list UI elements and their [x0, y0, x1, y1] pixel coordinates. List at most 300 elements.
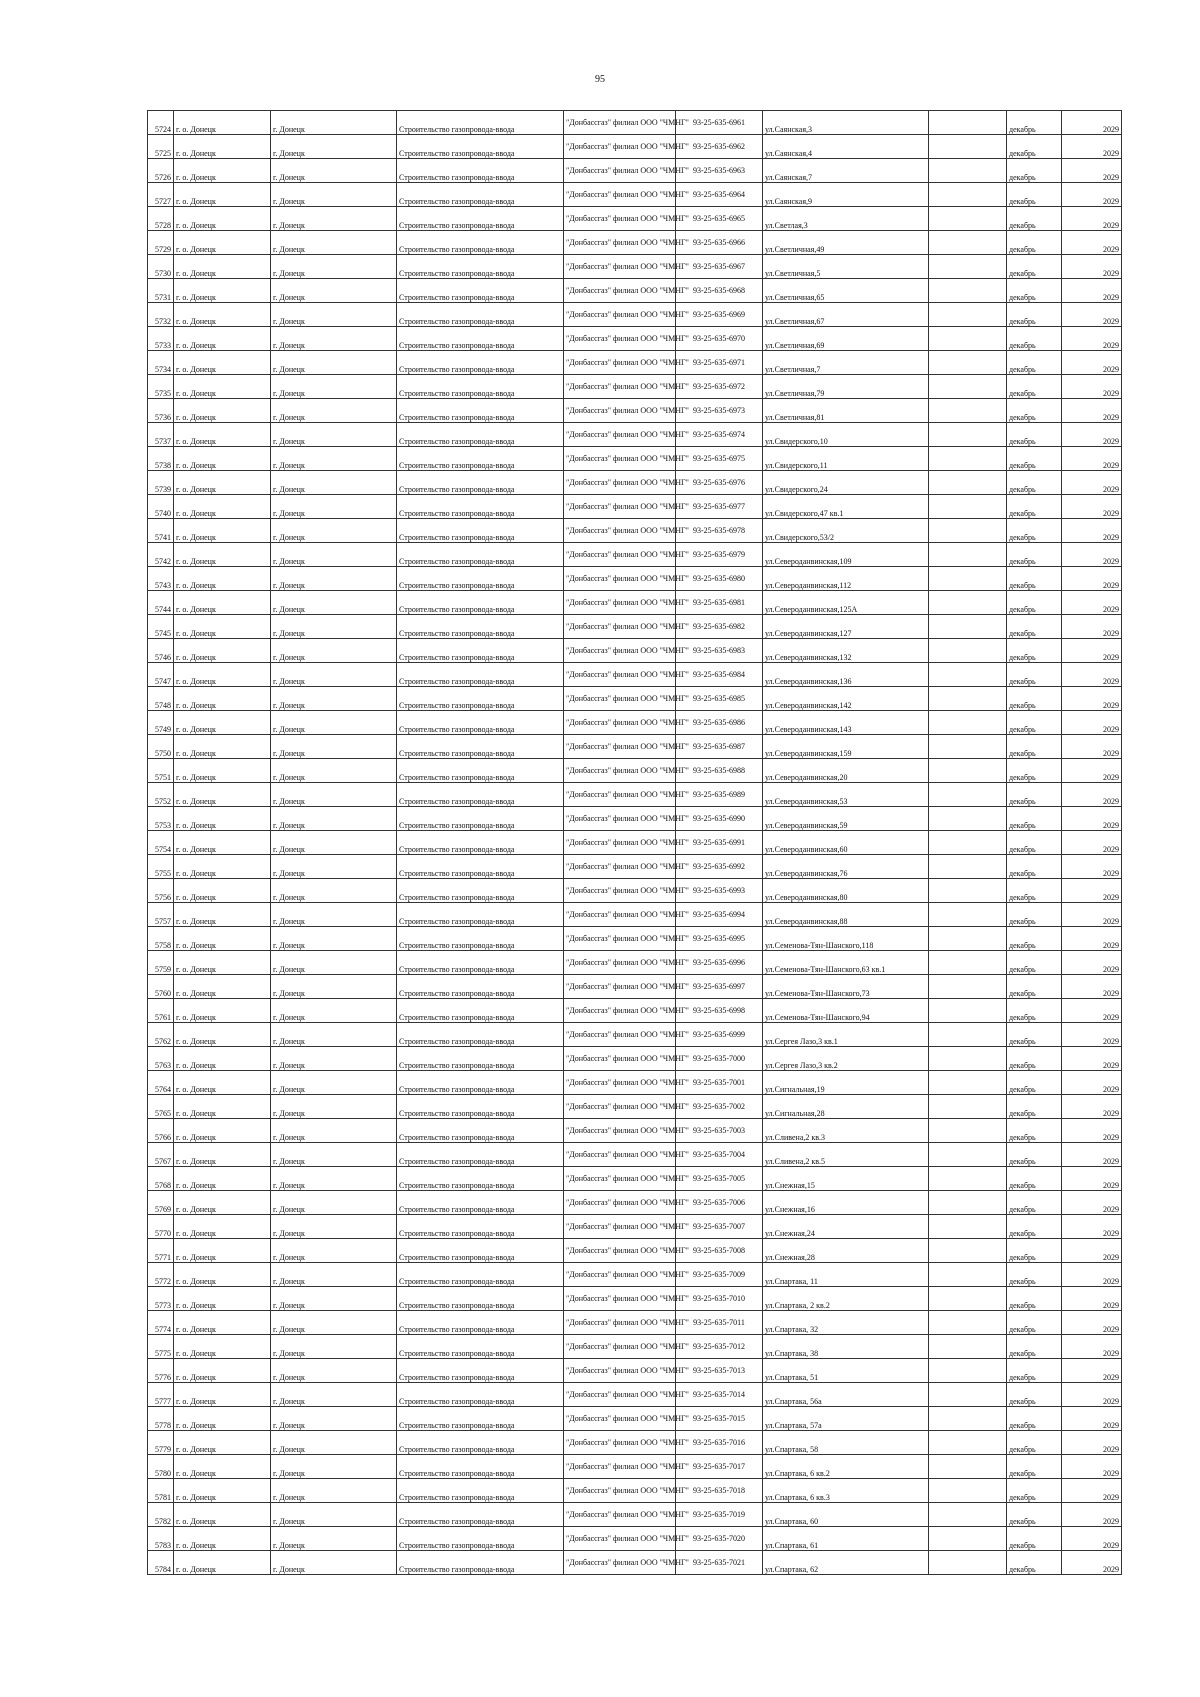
empty-cell [929, 1287, 1007, 1311]
object-code-cell: 93-25-635-7020 [676, 1527, 763, 1551]
work-type-cell: Строительство газопровода-ввода [397, 903, 564, 927]
row-number-cell: 5770 [148, 1215, 174, 1239]
work-type-cell: Строительство газопровода-ввода [397, 183, 564, 207]
empty-cell [929, 1383, 1007, 1407]
month-cell: декабрь [1007, 1023, 1062, 1047]
month-cell: декабрь [1007, 999, 1062, 1023]
address-cell: ул.Светличная,81 [763, 399, 929, 423]
work-type-cell: Строительство газопровода-ввода [397, 975, 564, 999]
empty-cell [929, 423, 1007, 447]
row-number-cell: 5774 [148, 1311, 174, 1335]
customer-cell: "Донбассгаз" филиал ООО "ЧМНГ" [564, 711, 676, 735]
table-row [148, 1023, 1122, 1047]
empty-cell [929, 1095, 1007, 1119]
empty-cell [929, 687, 1007, 711]
work-type-cell: Строительство газопровода-ввода [397, 1191, 564, 1215]
year-cell: 2029 [1062, 1311, 1122, 1335]
district-cell: г. о. Донецк [174, 735, 271, 759]
object-code-cell: 93-25-635-6998 [676, 999, 763, 1023]
empty-cell [929, 807, 1007, 831]
table-row [148, 615, 1122, 639]
month-cell: декабрь [1007, 1455, 1062, 1479]
month-cell: декабрь [1007, 519, 1062, 543]
city-cell: г. Донецк [271, 303, 397, 327]
work-type-cell: Строительство газопровода-ввода [397, 1311, 564, 1335]
row-number-cell: 5740 [148, 495, 174, 519]
city-cell: г. Донецк [271, 999, 397, 1023]
row-number-cell: 5738 [148, 447, 174, 471]
row-number-cell: 5752 [148, 783, 174, 807]
table-row [148, 567, 1122, 591]
work-type-cell: Строительство газопровода-ввода [397, 1215, 564, 1239]
year-cell: 2029 [1062, 615, 1122, 639]
object-code-cell: 93-25-635-6982 [676, 615, 763, 639]
work-type-cell: Строительство газопровода-ввода [397, 1239, 564, 1263]
year-cell: 2029 [1062, 567, 1122, 591]
year-cell: 2029 [1062, 183, 1122, 207]
district-cell: г. о. Донецк [174, 951, 271, 975]
empty-cell [929, 927, 1007, 951]
city-cell: г. Донецк [271, 711, 397, 735]
district-cell: г. о. Донецк [174, 927, 271, 951]
row-number-cell: 5768 [148, 1167, 174, 1191]
district-cell: г. о. Донецк [174, 1239, 271, 1263]
object-code-cell: 93-25-635-7001 [676, 1071, 763, 1095]
district-cell: г. о. Донецк [174, 1191, 271, 1215]
district-cell: г. о. Донецк [174, 111, 271, 135]
table-body [148, 111, 1122, 1575]
empty-cell [929, 1311, 1007, 1335]
table-row [148, 711, 1122, 735]
city-cell: г. Донецк [271, 1239, 397, 1263]
city-cell: г. Донецк [271, 471, 397, 495]
work-type-cell: Строительство газопровода-ввода [397, 495, 564, 519]
row-number-cell: 5766 [148, 1119, 174, 1143]
month-cell: декабрь [1007, 1431, 1062, 1455]
district-cell: г. о. Донецк [174, 615, 271, 639]
work-type-cell: Строительство газопровода-ввода [397, 543, 564, 567]
address-cell: ул.Снежная,28 [763, 1239, 929, 1263]
object-code-cell: 93-25-635-6970 [676, 327, 763, 351]
table-row [148, 1431, 1122, 1455]
empty-cell [929, 471, 1007, 495]
work-type-cell: Строительство газопровода-ввода [397, 1167, 564, 1191]
city-cell: г. Донецк [271, 1167, 397, 1191]
row-number-cell: 5764 [148, 1071, 174, 1095]
month-cell: декабрь [1007, 1287, 1062, 1311]
table-row [148, 279, 1122, 303]
month-cell: декабрь [1007, 807, 1062, 831]
customer-cell: "Донбассгаз" филиал ООО "ЧМНГ" [564, 1215, 676, 1239]
district-cell: г. о. Донецк [174, 1263, 271, 1287]
month-cell: декабрь [1007, 1527, 1062, 1551]
empty-cell [929, 639, 1007, 663]
row-number-cell: 5759 [148, 951, 174, 975]
customer-cell: "Донбассгаз" филиал ООО "ЧМНГ" [564, 1335, 676, 1359]
table-row [148, 1455, 1122, 1479]
address-cell: ул.Саянская,3 [763, 111, 929, 135]
customer-cell: "Донбассгаз" филиал ООО "ЧМНГ" [564, 1407, 676, 1431]
row-number-cell: 5726 [148, 159, 174, 183]
year-cell: 2029 [1062, 735, 1122, 759]
district-cell: г. о. Донецк [174, 1359, 271, 1383]
work-type-cell: Строительство газопровода-ввода [397, 1431, 564, 1455]
year-cell: 2029 [1062, 1335, 1122, 1359]
year-cell: 2029 [1062, 399, 1122, 423]
object-code-cell: 93-25-635-6967 [676, 255, 763, 279]
year-cell: 2029 [1062, 1167, 1122, 1191]
row-number-cell: 5737 [148, 423, 174, 447]
table-row [148, 951, 1122, 975]
table-row [148, 735, 1122, 759]
city-cell: г. Донецк [271, 1071, 397, 1095]
table-row [148, 1383, 1122, 1407]
object-code-cell: 93-25-635-7018 [676, 1479, 763, 1503]
month-cell: декабрь [1007, 447, 1062, 471]
customer-cell: "Донбассгаз" филиал ООО "ЧМНГ" [564, 303, 676, 327]
object-code-cell: 93-25-635-6975 [676, 447, 763, 471]
object-code-cell: 93-25-635-6973 [676, 399, 763, 423]
empty-cell [929, 1335, 1007, 1359]
address-cell: ул.Свидерского,10 [763, 423, 929, 447]
works-table [147, 110, 1122, 1575]
month-cell: декабрь [1007, 831, 1062, 855]
empty-cell [929, 375, 1007, 399]
customer-cell: "Донбассгаз" филиал ООО "ЧМНГ" [564, 735, 676, 759]
work-type-cell: Строительство газопровода-ввода [397, 687, 564, 711]
table-row [148, 975, 1122, 999]
row-number-cell: 5765 [148, 1095, 174, 1119]
empty-cell [929, 975, 1007, 999]
object-code-cell: 93-25-635-7002 [676, 1095, 763, 1119]
address-cell: ул.Свидерского,53/2 [763, 519, 929, 543]
row-number-cell: 5732 [148, 303, 174, 327]
row-number-cell: 5756 [148, 879, 174, 903]
address-cell: ул.Семенова-Тян-Шанского,73 [763, 975, 929, 999]
table-row [148, 1071, 1122, 1095]
empty-cell [929, 207, 1007, 231]
year-cell: 2029 [1062, 279, 1122, 303]
table-row [148, 879, 1122, 903]
table-row [148, 1263, 1122, 1287]
object-code-cell: 93-25-635-7004 [676, 1143, 763, 1167]
address-cell: ул.Североданвинская,60 [763, 831, 929, 855]
district-cell: г. о. Донецк [174, 687, 271, 711]
year-cell: 2029 [1062, 1287, 1122, 1311]
work-type-cell: Строительство газопровода-ввода [397, 279, 564, 303]
customer-cell: "Донбассгаз" филиал ООО "ЧМНГ" [564, 1167, 676, 1191]
empty-cell [929, 351, 1007, 375]
object-code-cell: 93-25-635-6979 [676, 543, 763, 567]
address-cell: ул.Североданвинская,132 [763, 639, 929, 663]
empty-cell [929, 231, 1007, 255]
district-cell: г. о. Донецк [174, 1047, 271, 1071]
empty-cell [929, 711, 1007, 735]
city-cell: г. Донецк [271, 783, 397, 807]
empty-cell [929, 1023, 1007, 1047]
address-cell: ул.Снежная,16 [763, 1191, 929, 1215]
customer-cell: "Донбассгаз" филиал ООО "ЧМНГ" [564, 135, 676, 159]
work-type-cell: Строительство газопровода-ввода [397, 1383, 564, 1407]
month-cell: декабрь [1007, 663, 1062, 687]
table-row [148, 255, 1122, 279]
address-cell: ул.Светличная,65 [763, 279, 929, 303]
city-cell: г. Донецк [271, 519, 397, 543]
table-row [148, 1191, 1122, 1215]
empty-cell [929, 735, 1007, 759]
customer-cell: "Донбассгаз" филиал ООО "ЧМНГ" [564, 1047, 676, 1071]
row-number-cell: 5777 [148, 1383, 174, 1407]
row-number-cell: 5734 [148, 351, 174, 375]
month-cell: декабрь [1007, 1503, 1062, 1527]
row-number-cell: 5730 [148, 255, 174, 279]
district-cell: г. о. Донецк [174, 1143, 271, 1167]
empty-cell [929, 1167, 1007, 1191]
object-code-cell: 93-25-635-6961 [676, 111, 763, 135]
city-cell: г. Донецк [271, 975, 397, 999]
district-cell: г. о. Донецк [174, 327, 271, 351]
year-cell: 2029 [1062, 759, 1122, 783]
object-code-cell: 93-25-635-7003 [676, 1119, 763, 1143]
address-cell: ул.Семенова-Тян-Шанского,63 кв.1 [763, 951, 929, 975]
work-type-cell: Строительство газопровода-ввода [397, 447, 564, 471]
month-cell: декабрь [1007, 927, 1062, 951]
month-cell: декабрь [1007, 159, 1062, 183]
work-type-cell: Строительство газопровода-ввода [397, 807, 564, 831]
customer-cell: "Донбассгаз" филиал ООО "ЧМНГ" [564, 1071, 676, 1095]
district-cell: г. о. Донецк [174, 423, 271, 447]
work-type-cell: Строительство газопровода-ввода [397, 1407, 564, 1431]
table-row [148, 303, 1122, 327]
address-cell: ул.Спартака, 11 [763, 1263, 929, 1287]
year-cell: 2029 [1062, 783, 1122, 807]
table-row [148, 1239, 1122, 1263]
empty-cell [929, 303, 1007, 327]
customer-cell: "Донбассгаз" филиал ООО "ЧМНГ" [564, 231, 676, 255]
district-cell: г. о. Донецк [174, 567, 271, 591]
page-number: 95 [595, 74, 605, 85]
month-cell: декабрь [1007, 1479, 1062, 1503]
district-cell: г. о. Донецк [174, 759, 271, 783]
address-cell: ул.Спартака, 57а [763, 1407, 929, 1431]
address-cell: ул.Североданвинская,127 [763, 615, 929, 639]
object-code-cell: 93-25-635-7012 [676, 1335, 763, 1359]
month-cell: декабрь [1007, 903, 1062, 927]
city-cell: г. Донецк [271, 879, 397, 903]
district-cell: г. о. Донецк [174, 1287, 271, 1311]
city-cell: г. Донецк [271, 543, 397, 567]
year-cell: 2029 [1062, 447, 1122, 471]
address-cell: ул.Сливена,2 кв.3 [763, 1119, 929, 1143]
work-type-cell: Строительство газопровода-ввода [397, 519, 564, 543]
row-number-cell: 5771 [148, 1239, 174, 1263]
work-type-cell: Строительство газопровода-ввода [397, 951, 564, 975]
city-cell: г. Донецк [271, 1023, 397, 1047]
city-cell: г. Донецк [271, 1503, 397, 1527]
city-cell: г. Донецк [271, 1359, 397, 1383]
table-row [148, 639, 1122, 663]
district-cell: г. о. Донецк [174, 207, 271, 231]
customer-cell: "Донбассгаз" филиал ООО "ЧМНГ" [564, 423, 676, 447]
city-cell: г. Донецк [271, 255, 397, 279]
district-cell: г. о. Донецк [174, 855, 271, 879]
table-row [148, 807, 1122, 831]
table-row [148, 423, 1122, 447]
district-cell: г. о. Донецк [174, 351, 271, 375]
row-number-cell: 5725 [148, 135, 174, 159]
month-cell: декабрь [1007, 1095, 1062, 1119]
address-cell: ул.Спартака, 61 [763, 1527, 929, 1551]
month-cell: декабрь [1007, 1191, 1062, 1215]
district-cell: г. о. Донецк [174, 159, 271, 183]
table-row [148, 543, 1122, 567]
district-cell: г. о. Донецк [174, 399, 271, 423]
table-row [148, 783, 1122, 807]
row-number-cell: 5743 [148, 567, 174, 591]
district-cell: г. о. Донецк [174, 183, 271, 207]
address-cell: ул.Светличная,67 [763, 303, 929, 327]
address-cell: ул.Свидерского,47 кв.1 [763, 495, 929, 519]
object-code-cell: 93-25-635-6996 [676, 951, 763, 975]
customer-cell: "Донбассгаз" филиал ООО "ЧМНГ" [564, 1143, 676, 1167]
object-code-cell: 93-25-635-6988 [676, 759, 763, 783]
work-type-cell: Строительство газопровода-ввода [397, 1119, 564, 1143]
empty-cell [929, 1479, 1007, 1503]
object-code-cell: 93-25-635-7021 [676, 1551, 763, 1575]
row-number-cell: 5775 [148, 1335, 174, 1359]
work-type-cell: Строительство газопровода-ввода [397, 711, 564, 735]
object-code-cell: 93-25-635-7009 [676, 1263, 763, 1287]
row-number-cell: 5748 [148, 687, 174, 711]
year-cell: 2029 [1062, 855, 1122, 879]
work-type-cell: Строительство газопровода-ввода [397, 399, 564, 423]
customer-cell: "Донбассгаз" филиал ООО "ЧМНГ" [564, 591, 676, 615]
table-row [148, 447, 1122, 471]
empty-cell [929, 879, 1007, 903]
customer-cell: "Донбассгаз" филиал ООО "ЧМНГ" [564, 831, 676, 855]
object-code-cell: 93-25-635-6991 [676, 831, 763, 855]
city-cell: г. Донецк [271, 1191, 397, 1215]
month-cell: декабрь [1007, 567, 1062, 591]
year-cell: 2029 [1062, 639, 1122, 663]
customer-cell: "Донбассгаз" филиал ООО "ЧМНГ" [564, 855, 676, 879]
table-row [148, 375, 1122, 399]
empty-cell [929, 1047, 1007, 1071]
row-number-cell: 5773 [148, 1287, 174, 1311]
year-cell: 2029 [1062, 687, 1122, 711]
empty-cell [929, 663, 1007, 687]
row-number-cell: 5761 [148, 999, 174, 1023]
city-cell: г. Донецк [271, 807, 397, 831]
year-cell: 2029 [1062, 1071, 1122, 1095]
object-code-cell: 93-25-635-6966 [676, 231, 763, 255]
district-cell: г. о. Донецк [174, 1335, 271, 1359]
work-type-cell: Строительство газопровода-ввода [397, 759, 564, 783]
address-cell: ул.Североданвинская,76 [763, 855, 929, 879]
object-code-cell: 93-25-635-6969 [676, 303, 763, 327]
year-cell: 2029 [1062, 255, 1122, 279]
empty-cell [929, 1119, 1007, 1143]
address-cell: ул.Спартака, 58 [763, 1431, 929, 1455]
object-code-cell: 93-25-635-6990 [676, 807, 763, 831]
month-cell: декабрь [1007, 759, 1062, 783]
object-code-cell: 93-25-635-6993 [676, 879, 763, 903]
object-code-cell: 93-25-635-6999 [676, 1023, 763, 1047]
city-cell: г. Донецк [271, 855, 397, 879]
object-code-cell: 93-25-635-6997 [676, 975, 763, 999]
row-number-cell: 5729 [148, 231, 174, 255]
year-cell: 2029 [1062, 423, 1122, 447]
month-cell: декабрь [1007, 255, 1062, 279]
work-type-cell: Строительство газопровода-ввода [397, 327, 564, 351]
address-cell: ул.Североданвинская,159 [763, 735, 929, 759]
year-cell: 2029 [1062, 519, 1122, 543]
empty-cell [929, 1455, 1007, 1479]
address-cell: ул.Спартака, 62 [763, 1551, 929, 1575]
year-cell: 2029 [1062, 327, 1122, 351]
customer-cell: "Донбассгаз" филиал ООО "ЧМНГ" [564, 1359, 676, 1383]
customer-cell: "Донбассгаз" филиал ООО "ЧМНГ" [564, 687, 676, 711]
customer-cell: "Донбассгаз" филиал ООО "ЧМНГ" [564, 1479, 676, 1503]
month-cell: декабрь [1007, 1359, 1062, 1383]
customer-cell: "Донбассгаз" филиал ООО "ЧМНГ" [564, 399, 676, 423]
city-cell: г. Донецк [271, 111, 397, 135]
month-cell: декабрь [1007, 375, 1062, 399]
object-code-cell: 93-25-635-7019 [676, 1503, 763, 1527]
work-type-cell: Строительство газопровода-ввода [397, 375, 564, 399]
month-cell: декабрь [1007, 1383, 1062, 1407]
year-cell: 2029 [1062, 903, 1122, 927]
empty-cell [929, 1191, 1007, 1215]
address-cell: ул.Спартака, 60 [763, 1503, 929, 1527]
city-cell: г. Донецк [271, 159, 397, 183]
district-cell: г. о. Донецк [174, 663, 271, 687]
work-type-cell: Строительство газопровода-ввода [397, 423, 564, 447]
table-row [148, 207, 1122, 231]
address-cell: ул.Сергея Лазо,3 кв.2 [763, 1047, 929, 1071]
month-cell: декабрь [1007, 855, 1062, 879]
empty-cell [929, 783, 1007, 807]
month-cell: декабрь [1007, 975, 1062, 999]
table-row [148, 1143, 1122, 1167]
empty-cell [929, 951, 1007, 975]
table-row [148, 1287, 1122, 1311]
table-row [148, 399, 1122, 423]
month-cell: декабрь [1007, 231, 1062, 255]
row-number-cell: 5727 [148, 183, 174, 207]
city-cell: г. Донецк [271, 375, 397, 399]
table-row [148, 327, 1122, 351]
customer-cell: "Донбассгаз" филиал ООО "ЧМНГ" [564, 1287, 676, 1311]
object-code-cell: 93-25-635-6995 [676, 927, 763, 951]
district-cell: г. о. Донецк [174, 1311, 271, 1335]
row-number-cell: 5728 [148, 207, 174, 231]
district-cell: г. о. Донецк [174, 1455, 271, 1479]
city-cell: г. Донецк [271, 1095, 397, 1119]
year-cell: 2029 [1062, 135, 1122, 159]
address-cell: ул.Саянская,7 [763, 159, 929, 183]
empty-cell [929, 519, 1007, 543]
district-cell: г. о. Донецк [174, 879, 271, 903]
month-cell: декабрь [1007, 591, 1062, 615]
object-code-cell: 93-25-635-7013 [676, 1359, 763, 1383]
address-cell: ул.Светличная,5 [763, 255, 929, 279]
object-code-cell: 93-25-635-6985 [676, 687, 763, 711]
customer-cell: "Донбассгаз" филиал ООО "ЧМНГ" [564, 951, 676, 975]
empty-cell [929, 279, 1007, 303]
address-cell: ул.Свидерского,24 [763, 471, 929, 495]
object-code-cell: 93-25-635-6983 [676, 639, 763, 663]
